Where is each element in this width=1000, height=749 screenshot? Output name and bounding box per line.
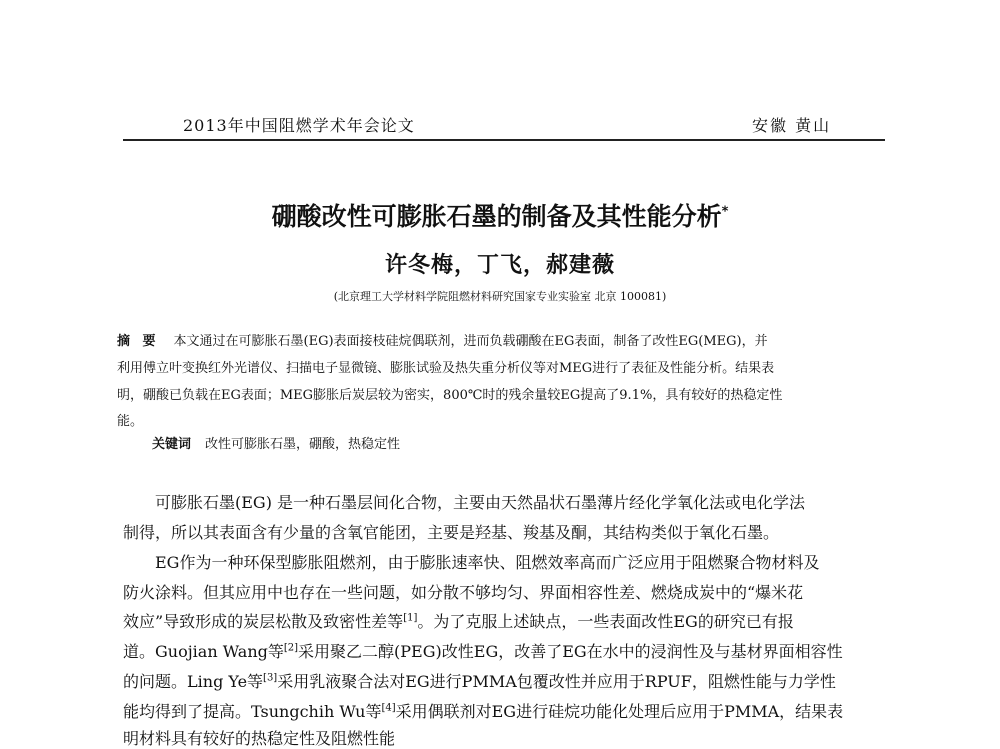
abstract-line-2: 利用傅立叶变换红外光谱仪、扫描电子显微镜、膨胀试验及热失重分析仪等对MEG进行了表征及性能分析。结果表: [117, 361, 775, 376]
abstract-line-1: [117, 330, 768, 349]
citation-ref-1: [1]: [403, 612, 418, 624]
body-p1-line-2: 制得，所以其表面含有少量的含氧官能团，主要是羟基、羧基及酮，其结构类似于氧化石墨。: [123, 523, 780, 542]
header-conference-title: 2013年中国阻燃学术年会论文: [183, 116, 415, 135]
affiliation: (北京理工大学材料学院阻燃材料研究国家专业实验室 北京 100081): [333, 290, 667, 303]
header-location: 安徽 黄山: [752, 116, 832, 135]
citation-ref-4: [4]: [381, 702, 396, 714]
body-text: Ling Ye等: [187, 672, 264, 691]
keywords-line: [152, 433, 400, 452]
body-text: 采用乳液聚合法对EG进行PMMA包覆改性并应用于RPUF，阻燃性能与力学性: [277, 672, 836, 691]
body-p2-line-2: 防火涂料。但其应用中也存在一些问题，如分散不够均匀、界面相容性差、燃烧成炭中的“爆米花: [123, 583, 804, 602]
body-p2-line-6: [123, 699, 843, 722]
body-p2-line-3: [123, 609, 794, 632]
abstract-label: 摘 要: [117, 334, 160, 349]
authors: 许冬梅，丁飞，郝建薇: [384, 253, 615, 278]
body-p2-line-5: [123, 669, 836, 692]
body-p2-line-1: EG作为一种环保型膨胀阻燃剂，由于膨胀速率快、阻燃效率高而广泛应用于阻燃聚合物材料及: [155, 553, 820, 572]
header-divider: [123, 139, 885, 141]
body-text: 。为了克服上述缺点，一些表面改性EG的研究已有报: [417, 612, 794, 631]
paper-title: [0, 197, 1000, 233]
body-text: 采用偶联剂对EG进行硅烷功能化处理后应用于PMMA，结果表: [395, 702, 844, 721]
body-text: 能均得到了提高。Tsungchih Wu等: [123, 702, 382, 721]
citation-ref-2: [2]: [283, 642, 299, 654]
paper-title-text: 硼酸改性可膨胀石墨的制备及其性能分析: [271, 202, 722, 231]
abstract-line-3: 明，硼酸已负载在EG表面；MEG膨胀后炭层较为密实，800℃时的残余量较EG提高了9.1%，具有较好的热稳定性: [117, 388, 783, 403]
body-text: 的问题。: [123, 672, 188, 691]
title-footnote-mark: *: [721, 204, 729, 220]
citation-ref-3: [3]: [263, 672, 278, 684]
keywords-text: 改性可膨胀石墨，硼酸，热稳定性: [205, 437, 401, 452]
body-text: 效应”导致形成的炭层松散及致密性差等: [123, 612, 404, 631]
keywords-label: 关键词: [152, 437, 192, 452]
body-p2-line-7: 明材料具有较好的热稳定性及阻燃性能: [123, 729, 396, 748]
body-text: 道。Guojian Wang等: [123, 642, 284, 661]
body-text: 采用聚乙二醇(PEG)改性EG，改善了EG在水中的浸润性及与基材界面相容性: [298, 642, 843, 661]
abstract-text-1: 本文通过在可膨胀石墨(EG)表面接枝硅烷偶联剂，进而负载硼酸在EG表面，制备了改性EG(MEG)，并: [173, 334, 768, 349]
body-p1-line-1: 可膨胀石墨(EG) 是一种石墨层间化合物，主要由天然晶状石墨薄片经化学氧化法或电化学法: [155, 493, 806, 512]
abstract-line-4: 能。: [117, 414, 144, 429]
body-p2-line-4: [123, 639, 843, 662]
